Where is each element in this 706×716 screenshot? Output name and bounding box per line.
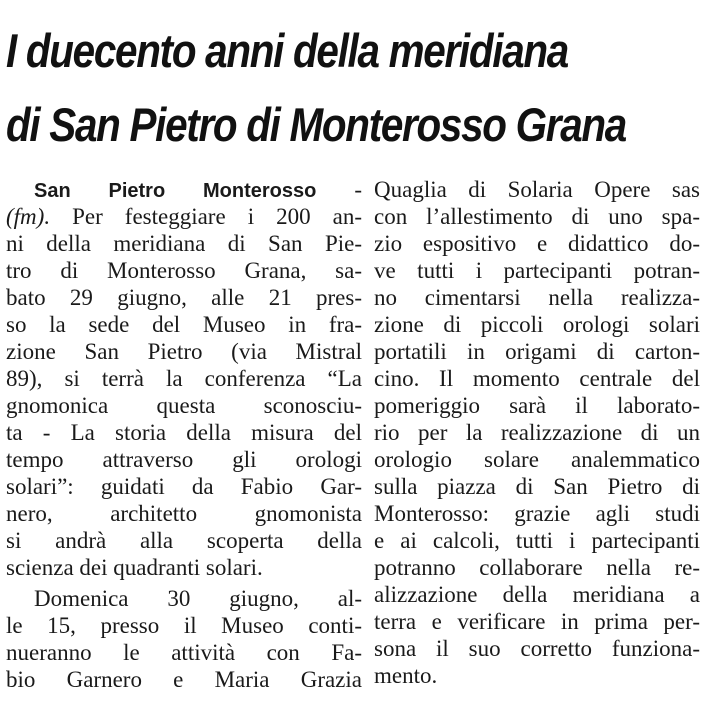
body-line: sulla piazza di San Pietro di [374, 474, 700, 499]
body-line: Quaglia di Solaria Opere sas [374, 177, 700, 202]
body-line: rio per la realizzazione di un [374, 420, 700, 445]
body-line: terra e verificare in prima per- [374, 609, 700, 634]
body-line: scienza dei quadranti solari. [6, 555, 263, 580]
dateline: San Pietro Monterosso [34, 180, 317, 202]
body-line: portatili in origami di carton- [374, 339, 700, 364]
article-column-left [6, 176, 362, 693]
body-line: le 15, presso il Museo conti- [6, 613, 362, 638]
body-line: sona il suo corretto funziona- [374, 636, 700, 661]
body-line: no cimentarsi nella realizza- [374, 285, 700, 310]
body-line: ta - La storia della misura del [6, 420, 362, 445]
body-line: gnomonica questa sconosciu- [6, 393, 362, 418]
author-initials: (fm). [6, 204, 51, 229]
body-line: so la sede del Museo in fra- [6, 312, 362, 337]
body-line: potranno collaborare nella re- [374, 555, 700, 580]
body-line: solari”: guidati da Fabio Gar- [6, 474, 362, 499]
body-line: Per festeggiare i 200 an- [72, 204, 362, 229]
body-line: zio espositivo e didattico do- [374, 231, 700, 256]
body-line: orologio solare analemmatico [374, 447, 700, 472]
body-line: nueranno le attività con Fa- [6, 640, 362, 665]
headline-line-1: I duecento anni della meridiana [6, 24, 568, 77]
author-line [6, 203, 362, 230]
article-headline [6, 14, 626, 162]
headline-line-2: di San Pietro di Monterosso Grana [6, 98, 626, 151]
article-column-right [374, 176, 700, 689]
body-line: bio Garnero e Maria Grazia [6, 667, 362, 692]
body-line: ni della meridiana di San Pie- [6, 231, 362, 256]
body-line: tro di Monterosso Grana, sa- [6, 258, 362, 283]
body-line: pomeriggio sarà il laborato- [374, 393, 700, 418]
body-line: zione di piccoli orologi solari [374, 312, 700, 337]
body-line: e ai calcoli, tutti i partecipanti [374, 528, 700, 553]
body-line: ve tutti i partecipanti potran- [374, 258, 700, 283]
body-line: si andrà alla scoperta della [6, 528, 362, 553]
body-line: cino. Il momento centrale del [374, 366, 700, 391]
body-line: mento. [374, 663, 438, 688]
body-line: Domenica 30 giugno, al- [34, 586, 362, 611]
body-line: alizzazione della meridiana a [374, 582, 700, 607]
dateline-separator: - [316, 177, 362, 202]
body-line: bato 29 giugno, alle 21 pres- [6, 285, 362, 310]
dateline-line [6, 176, 362, 203]
body-line: 89), si terrà la conferenza “La [6, 366, 362, 391]
body-line: nero, architetto gnomonista [6, 501, 362, 526]
body-line: zione San Pietro (via Mistral [6, 339, 362, 364]
body-line: tempo attraverso gli orologi [6, 447, 362, 472]
body-line: Monterosso: grazie agli studi [374, 501, 700, 526]
body-line: con l’allestimento di uno spa- [374, 204, 700, 229]
